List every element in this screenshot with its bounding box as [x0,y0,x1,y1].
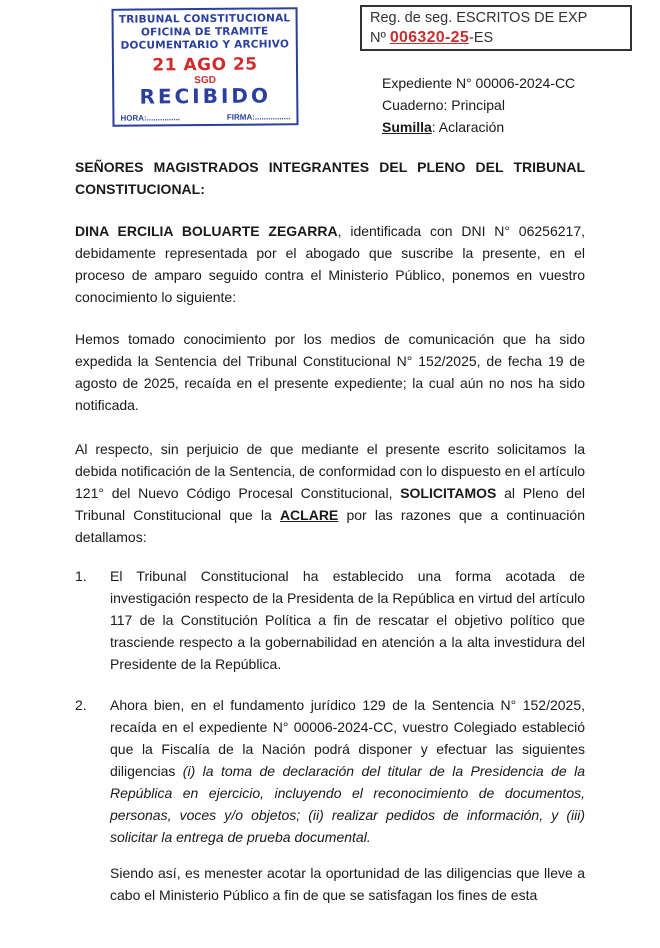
stamp-sgd: SGD [194,74,216,87]
sumilla [382,116,575,138]
stamp-office: OFICINA DE TRAMITE [140,25,269,39]
petitioner-name: DINA ERCILIA BOLUARTE ZEGARRA [75,223,338,239]
stamp-status: RECIBIDO [139,83,272,109]
paragraph-request [75,438,585,548]
sumilla-value: : Aclaración [431,119,505,135]
registration-prefix: Nº [370,30,386,46]
request-keyword: SOLICITAMOS [400,485,497,501]
item-number: 1. [75,568,87,584]
item-text [110,694,585,848]
registration-stamp [360,5,632,51]
registration-suffix: -ES [469,30,494,46]
stamp-hora: HORA:............... [120,113,181,123]
paragraph-introduction [75,220,585,308]
registration-number: 006320-25 [389,29,470,46]
item-text-plain: Ahora bien, en el fundamento jurídico 129 de la Sentencia N° 152/2025, recaída en el expediente N° 00006-2024-CC, vuestro Colegiado estableció que la Fiscalía de la Nación podrá disponer y efectuar las siguientes diligencias [110,697,585,779]
registration-label: Reg. de seg. ESCRITOS DE EXP [370,10,588,26]
request-text-a: Al respecto, sin perjuicio de que mediante el presente escrito solicitamos la debida notificación de la Sentencia, de conformidad con lo dispuesto en el artículo 121° del Nuevo Código Procesal Constitucional, [75,441,585,501]
stamp-firma: FIRMA:................ [226,112,291,122]
paragraph-context: Hemos tomado conocimiento por los medios de comunicación que ha sido expedida la Sentencia del Tribunal Constitucional N° 152/2025, de fecha 19 de agosto de 2025, recaída en el presente expediente; la cual aún no nos ha sido notificada. [75,331,585,413]
item-text-italic: (i) la toma de declaración del titular de la Presidencia de la República en ejercicio, incluyendo el reconocimiento de documentos, personas, voces y/o objetos; (ii) realizar pedidos de información, y (iii) solicitar la entrega de prueba documental. [110,763,586,845]
case-metadata [382,72,575,138]
item-text: El Tribunal Constitucional ha establecido una forma acotada de investigación respecto de la Presidenta de la República en virtud del artículo 117 de la Constitución Política a fin de rescatar el objetivo político que trasciende respecto a la gobernabilidad en atención a la alta investidura del Presidente de la República. [110,568,585,672]
stamp-footer [120,112,290,122]
stamp-institution: TRIBUNAL CONSTITUCIONAL [118,12,291,26]
item-number: 2. [75,697,87,713]
request-text-b: al Pleno del Tribunal Constitucional que la [75,485,585,523]
intro-text: , identificada con DNI N° 06256217, debidamente representada por el abogado que suscribe la presente, en el proceso de amparo seguido contra el Ministerio Público, ponemos en vuestro conocimiento lo siguiente: [75,223,585,305]
request-aclare: ACLARE [279,507,339,523]
stamp-date: 21 AGO 25 [152,54,258,76]
request-text-c: por las razones que a continuación detallamos: [75,507,585,545]
registration-number-line [370,28,622,48]
expediente: Expediente N° 00006-2024-CC [382,75,576,91]
stamp-office-2: DOCUMENTARIO Y ARCHIVO [120,38,290,52]
paragraph-continuation: Siendo así, es menester acotar la oportunidad de las diligencias que lleve a cabo el Ministerio Público a fin de que se satisfagan los fines de esta [110,865,585,903]
sumilla-label: Sumilla [382,119,432,135]
reception-stamp [111,7,298,127]
addressee-heading: SEÑORES MAGISTRADOS INTEGRANTES DEL PLENO DEL TRIBUNAL CONSTITUCIONAL: [75,159,585,197]
cuaderno: Cuaderno: Principal [382,97,505,113]
